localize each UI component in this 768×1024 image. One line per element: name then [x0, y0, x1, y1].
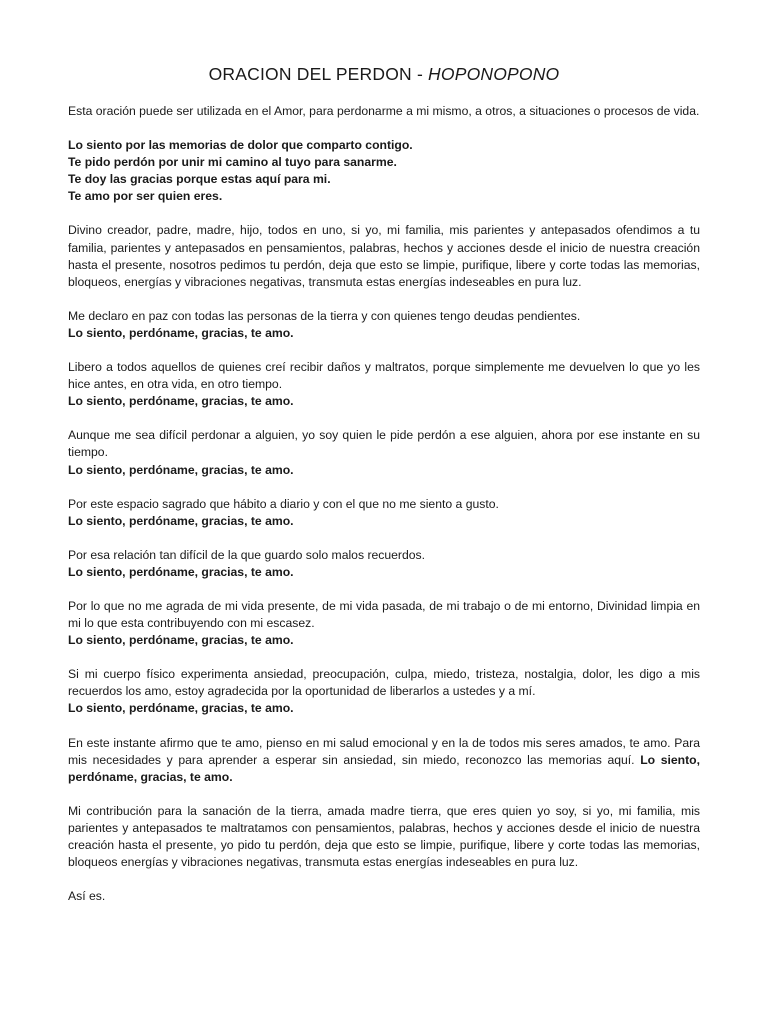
- contribucion-paragraph: Mi contribución para la sanación de la tierra, amada madre tierra, que eres quien yo soy, si yo, mi familia, mis parientes y antepasados te maltratamos con pensamientos, palabras, hechos y acciones desde el inicio de nuestra creación hasta el presente, yo pido tu perdón, deja que esto se limpie, purifique, libere y corte todas las memorias, bloqueos energías y vibraciones negativas, transmuta estas energías indeseables en pura luz.: [68, 803, 700, 870]
- title-emphasis: HOPONOPONO: [428, 64, 560, 84]
- stanza: [68, 496, 700, 530]
- stanza-text: Si mi cuerpo físico experimenta ansiedad, preocupación, culpa, miedo, tristeza, nostalgia, dolor, les digo a mis recuerdos los amo, estoy agradecida por la oportunidad de liberarlos a ustedes y a mí.: [68, 667, 700, 699]
- refrain: Lo siento, perdóname, gracias, te amo.: [68, 752, 700, 784]
- refrain: Lo siento, perdóname, gracias, te amo.: [68, 633, 294, 648]
- document-title: [68, 64, 700, 85]
- closing-line: Así es.: [68, 889, 106, 904]
- stanza: [68, 598, 700, 649]
- stanza-text: Libero a todos aquellos de quienes creí recibir daños y maltratos, porque simplemente me devuelven lo que yo les hice antes, en otra vida, en otro tiempo.: [68, 360, 700, 392]
- opening-verse: Te pido perdón por unir mi camino al tuyo para sanarme.: [68, 155, 397, 170]
- opening-verse: Te doy las gracias porque estas aquí para mi.: [68, 172, 331, 187]
- stanza: [68, 359, 700, 410]
- instante-text: En este instante afirmo que te amo, pienso en mi salud emocional y en la de todos mis seres amados, te amo. Para mis necesidades y para aprender a esperar sin ansiedad, sin miedo, reconozco las memorias aquí.: [68, 735, 700, 767]
- stanza-text: Por este espacio sagrado que hábito a diario y con el que no me siento a gusto.: [68, 496, 499, 511]
- refrain: Lo siento, perdóname, gracias, te amo.: [68, 325, 294, 340]
- refrain: Lo siento, perdóname, gracias, te amo.: [68, 564, 294, 579]
- opening-verse: Lo siento por las memorias de dolor que comparto contigo.: [68, 138, 413, 153]
- document-body: [68, 103, 700, 905]
- stanza: [68, 427, 700, 478]
- stanza: [68, 308, 700, 342]
- stanza-text: Por lo que no me agrada de mi vida presente, de mi vida pasada, de mi trabajo o de mi entorno, Divinidad limpia en mi lo que esta contribuyendo con mi escasez.: [68, 598, 700, 631]
- refrain: Lo siento, perdóname, gracias, te amo.: [68, 462, 294, 477]
- title-main: ORACION DEL PERDON -: [208, 64, 429, 84]
- intro-paragraph: Esta oración puede ser utilizada en el Amor, para perdonarme a mi mismo, a otros, a situaciones o procesos de vida.: [68, 104, 700, 118]
- opening-verse: Te amo por ser quien eres.: [68, 189, 223, 204]
- instante-paragraph: [68, 735, 700, 786]
- refrain: Lo siento, perdóname, gracias, te amo.: [68, 701, 294, 716]
- refrain: Lo siento, perdóname, gracias, te amo.: [68, 394, 294, 409]
- stanza-text: Por esa relación tan difícil de la que guardo solo malos recuerdos.: [68, 547, 426, 562]
- refrain: Lo siento, perdóname, gracias, te amo.: [68, 513, 294, 528]
- stanza-text: Me declaro en paz con todas las personas de la tierra y con quienes tengo deudas pendientes.: [68, 308, 581, 323]
- stanza: [68, 666, 700, 717]
- opening-verses: [68, 137, 700, 205]
- stanza: [68, 547, 700, 581]
- divino-paragraph: Divino creador, padre, madre, hijo, todos en uno, si yo, mi familia, mis parientes y antepasados ofendimos a tu familia, parientes y antepasados en pensamientos, palabras, hechos y acciones desde el inicio de nuestra creación hasta el presente, nosotros pedimos tu perdón, deja que esto se limpie, purifique, libere y corte todas las memorias, bloqueos, energías y vibraciones negativas, transmuta estas energías indeseables en pura luz.: [68, 223, 700, 289]
- stanza-text: Aunque me sea difícil perdonar a alguien, yo soy quien le pide perdón a ese alguien, ahora por ese instante en su tiempo.: [68, 428, 700, 460]
